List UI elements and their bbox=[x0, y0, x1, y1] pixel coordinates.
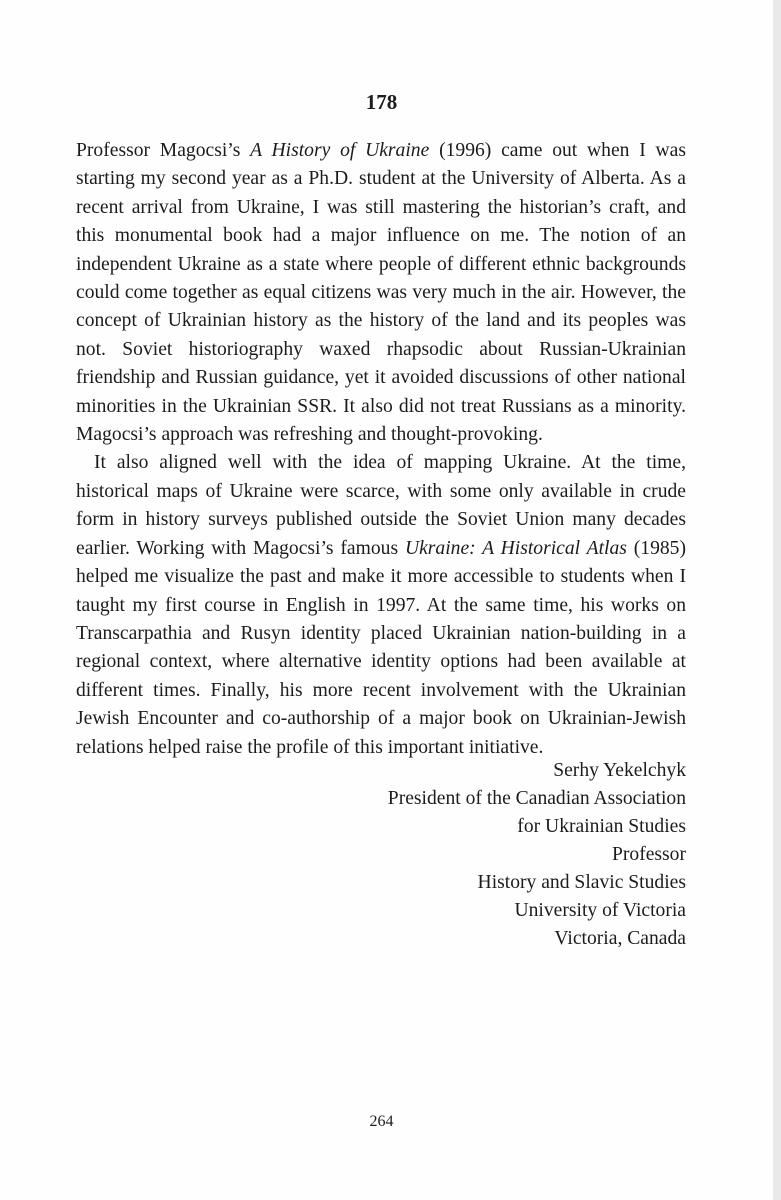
entry-number: 178 bbox=[365, 90, 398, 114]
paragraph-2-run-1: It also aligned well with the idea of mapping Ukraine. At the time, historical maps of Ukraine were scarce, with some only available in crude form in history surveys published outside the Soviet Union many decades earlier. Working with Magocsi’s famous bbox=[76, 452, 686, 559]
author-title-line-2: for Ukrainian Studies bbox=[517, 816, 686, 837]
author-title-line-1: President of the Canadian Association bbox=[387, 788, 686, 809]
paragraph-1-run-1: Professor Magocsi’s bbox=[76, 140, 251, 161]
author-department: History and Slavic Studies bbox=[477, 872, 686, 893]
paragraph-1 bbox=[76, 137, 686, 449]
book-title-history-of-ukraine: A History of Ukraine bbox=[250, 140, 430, 161]
testimonial-body bbox=[76, 137, 686, 762]
author-name: Serhy Yekelchyk bbox=[553, 760, 686, 781]
author-location: Victoria, Canada bbox=[554, 928, 686, 949]
signature-block bbox=[300, 757, 686, 953]
paragraph-2 bbox=[76, 449, 686, 761]
page-number: 264 bbox=[369, 1113, 394, 1130]
book-title-historical-atlas: Ukraine: A Historical Atlas bbox=[404, 537, 627, 559]
paragraph-1-run-3: (1996) came out when I was starting my second year as a Ph.D. student at the University of Alberta. As a recent arrival from Ukraine, I was still mastering the historian’s craft, and this monumental book had a major influence on me. The notion of an independent Ukraine as a state where people of different ethnic backgrounds could come together as equal citizens was very much in the air. However, the concept of Ukrainian history as the history of the land and its peoples was not. Soviet historiography waxed rhapsodic about Russian-Ukrainian friendship and Russian guidance, yet it avoided discussions of other national minorities in the Ukrainian SSR. It also did not treat Russians as a minority. Magocsi’s approach was refreshing and thought-provoking. bbox=[76, 140, 686, 446]
author-university: University of Victoria bbox=[514, 900, 686, 921]
author-position: Professor bbox=[611, 844, 686, 865]
paragraph-2-run-3: (1985) helped me visualize the past and make it more accessible to students when I taught my first course in English in 1997. At the same time, his works on Transcarpathia and Rusyn identity placed Ukrainian nation-building in a regional context, where alternative identity options had been available at different times. Finally, his more recent involvement with the Ukrainian Jewish Encounter and co-authorship of a major book on Ukrainian-Jewish relations helped raise the profile of this important initiative. bbox=[76, 537, 687, 758]
